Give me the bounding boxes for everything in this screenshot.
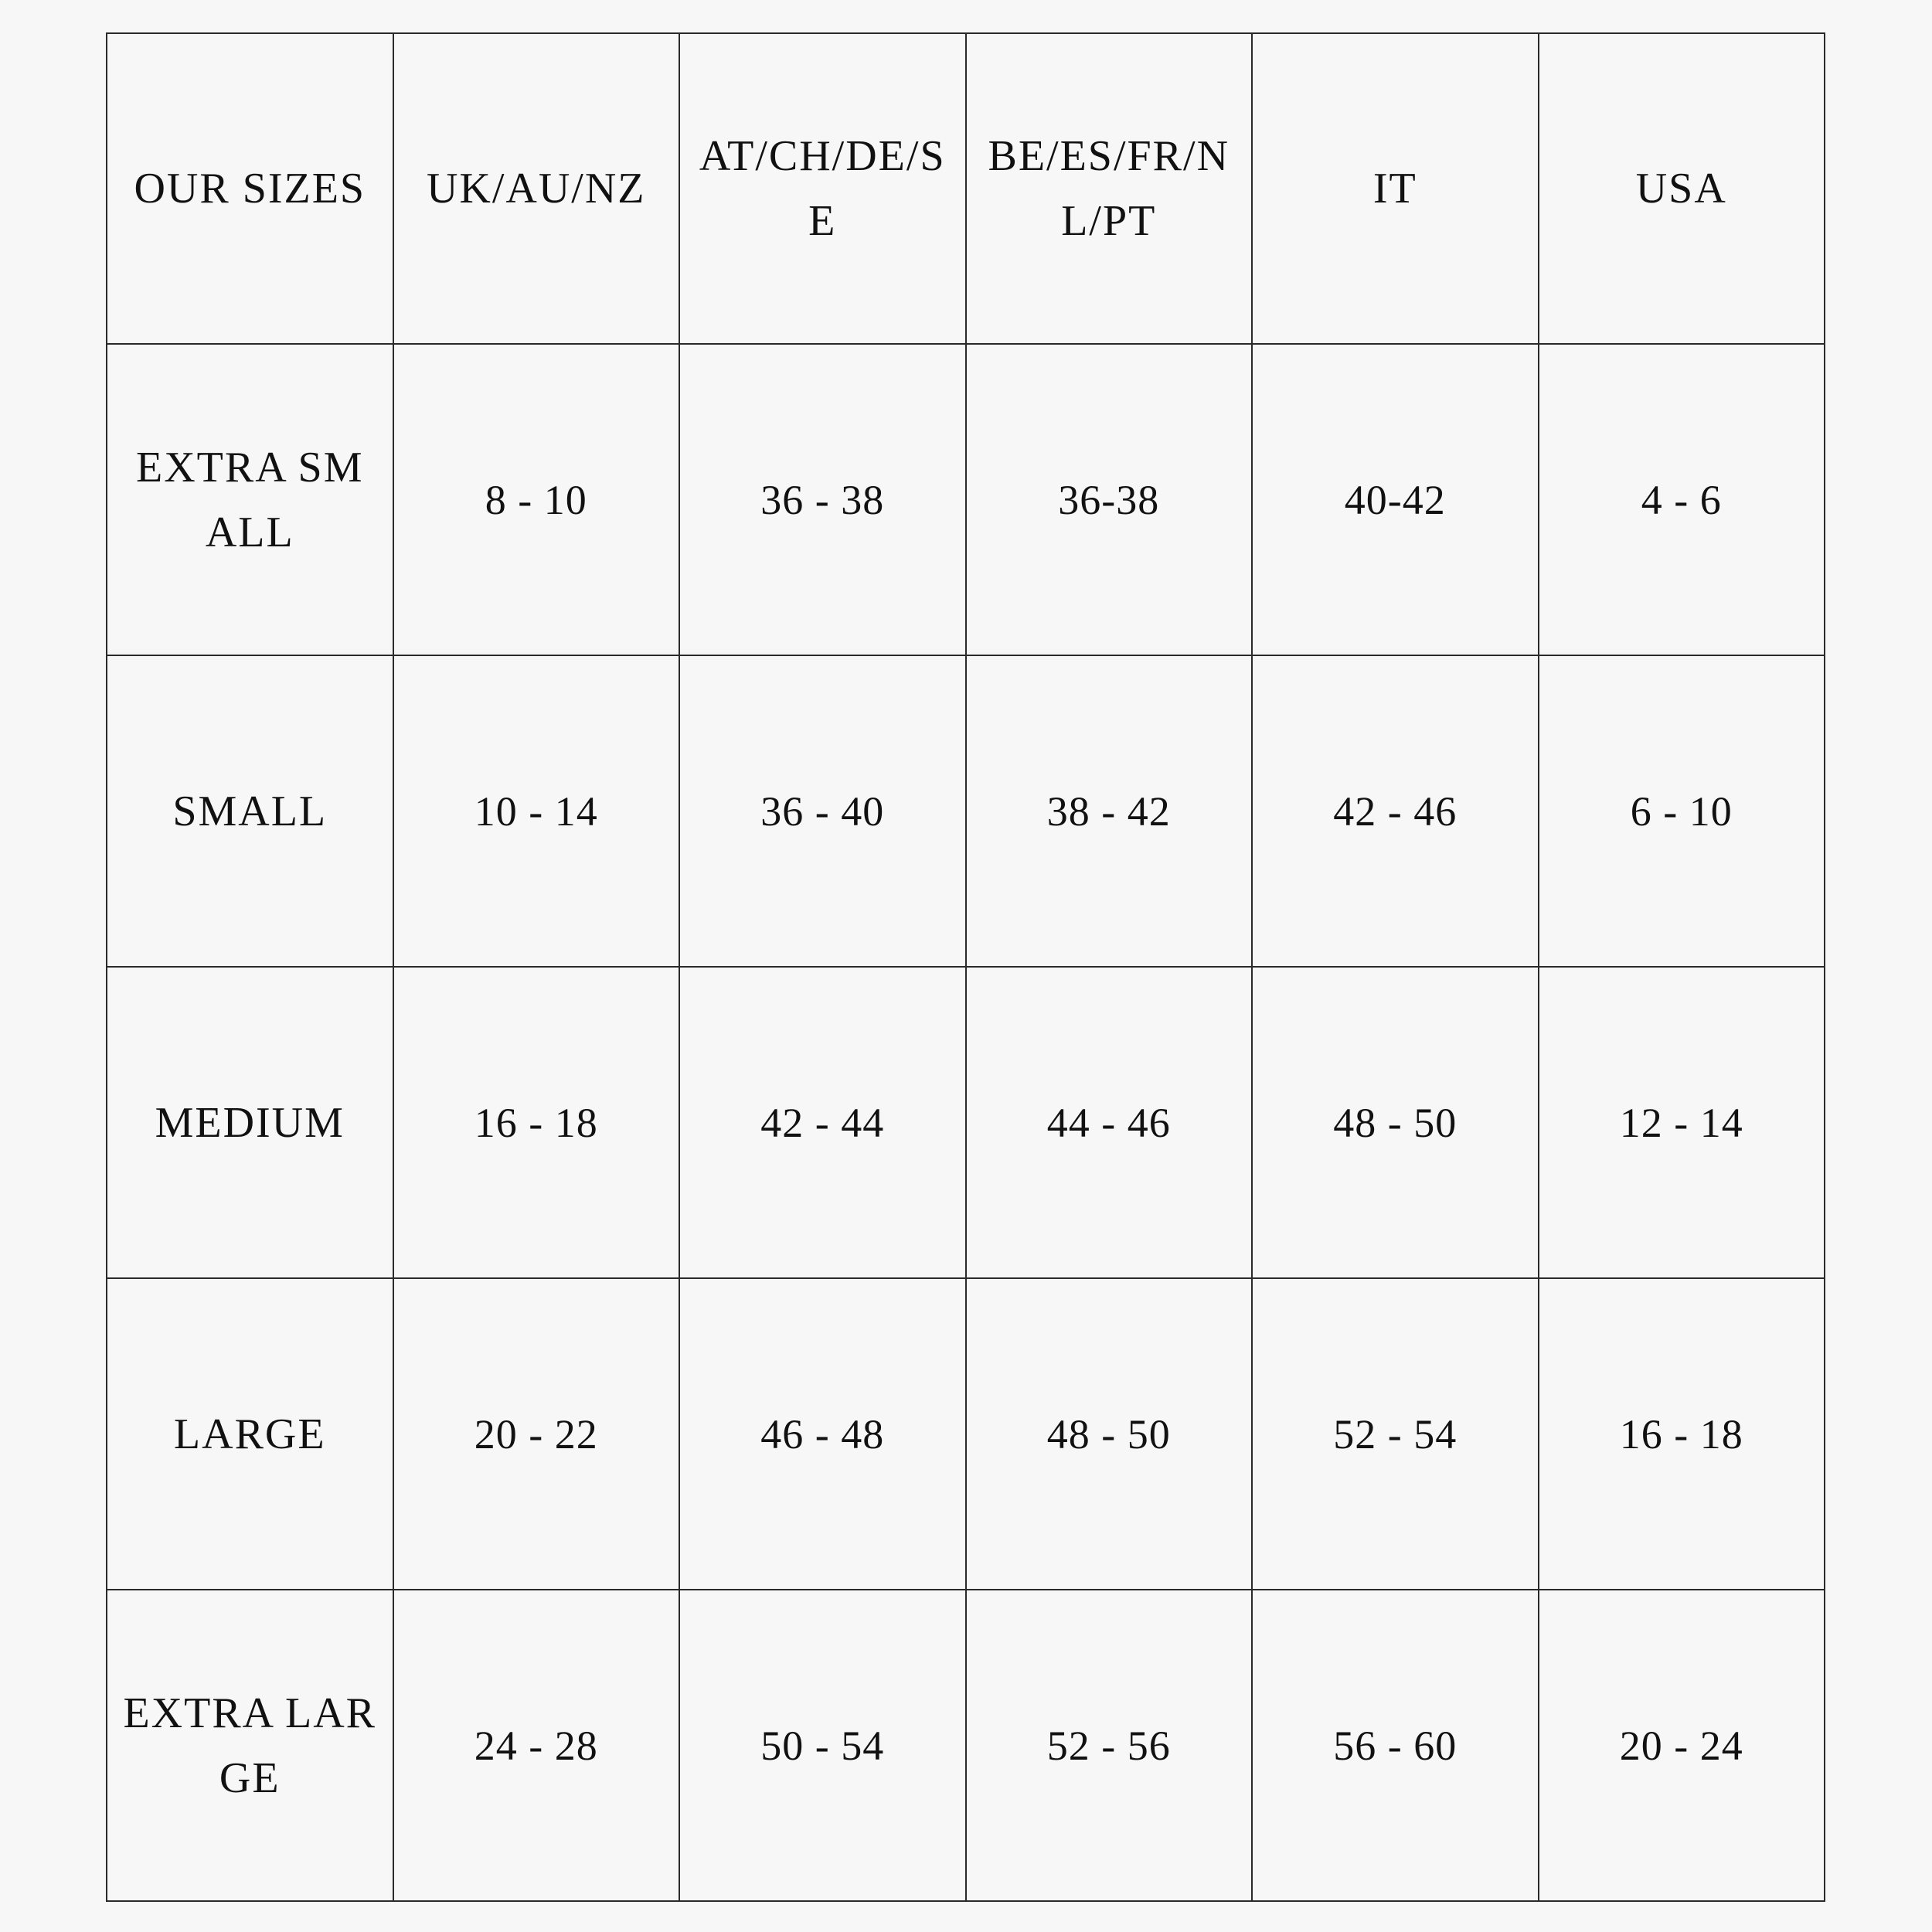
it-value: 56 - 60 — [1252, 1590, 1539, 1901]
it-value: 48 - 50 — [1252, 967, 1539, 1278]
usa-value: 6 - 10 — [1539, 655, 1825, 967]
uk-au-nz-value: 24 - 28 — [393, 1590, 680, 1901]
be-es-fr-nl-pt-value: 36-38 — [966, 344, 1253, 655]
usa-value: 4 - 6 — [1539, 344, 1825, 655]
header-our-sizes: OUR SIZES — [107, 33, 393, 344]
usa-value: 16 - 18 — [1539, 1278, 1825, 1590]
size-label: SMALL — [107, 655, 393, 967]
be-es-fr-nl-pt-value: 38 - 42 — [966, 655, 1253, 967]
be-es-fr-nl-pt-value: 48 - 50 — [966, 1278, 1253, 1590]
at-ch-de-se-value: 36 - 38 — [679, 344, 966, 655]
it-value: 42 - 46 — [1252, 655, 1539, 967]
header-row — [107, 33, 1825, 344]
uk-au-nz-value: 10 - 14 — [393, 655, 680, 967]
be-es-fr-nl-pt-value: 52 - 56 — [966, 1590, 1253, 1901]
uk-au-nz-value: 16 - 18 — [393, 967, 680, 1278]
header-at-ch-de-se: AT/CH/DE/SE — [679, 33, 966, 344]
size-chart-table — [106, 32, 1825, 1902]
usa-value: 20 - 24 — [1539, 1590, 1825, 1901]
uk-au-nz-value: 8 - 10 — [393, 344, 680, 655]
header-uk-au-nz: UK/AU/NZ — [393, 33, 680, 344]
usa-value: 12 - 14 — [1539, 967, 1825, 1278]
be-es-fr-nl-pt-value: 44 - 46 — [966, 967, 1253, 1278]
it-value: 40-42 — [1252, 344, 1539, 655]
table-row — [107, 1278, 1825, 1590]
uk-au-nz-value: 20 - 22 — [393, 1278, 680, 1590]
header-be-es-fr-nl-pt: BE/ES/FR/NL/PT — [966, 33, 1253, 344]
table-row — [107, 344, 1825, 655]
at-ch-de-se-value: 50 - 54 — [679, 1590, 966, 1901]
at-ch-de-se-value: 36 - 40 — [679, 655, 966, 967]
header-usa: USA — [1539, 33, 1825, 344]
at-ch-de-se-value: 42 - 44 — [679, 967, 966, 1278]
size-label: EXTRA SMALL — [107, 344, 393, 655]
size-label: MEDIUM — [107, 967, 393, 1278]
size-label: EXTRA LARGE — [107, 1590, 393, 1901]
table-row — [107, 1590, 1825, 1901]
size-label: LARGE — [107, 1278, 393, 1590]
table-row — [107, 967, 1825, 1278]
header-it: IT — [1252, 33, 1539, 344]
table-row — [107, 655, 1825, 967]
it-value: 52 - 54 — [1252, 1278, 1539, 1590]
at-ch-de-se-value: 46 - 48 — [679, 1278, 966, 1590]
